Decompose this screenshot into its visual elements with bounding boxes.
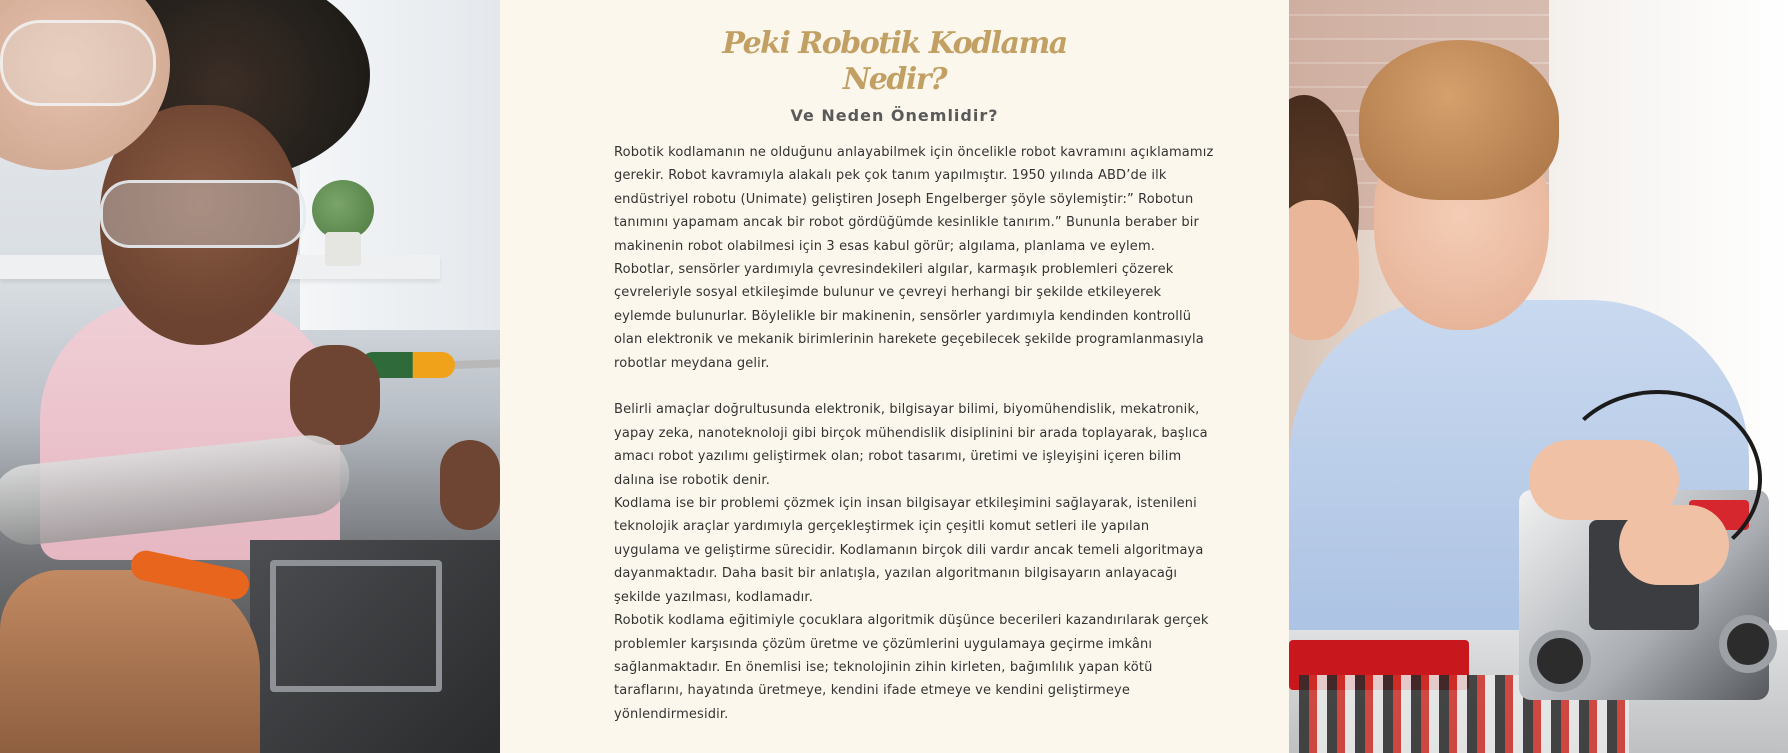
article-body bbox=[614, 141, 1214, 726]
paragraph-robot-definition: Robotik kodlamanın ne olduğunu anlayabilmek için öncelikle robot kavramını açıklamamız gerekir. Robot kavramıyla alakalı pek çok tanım yapılmıştır. 1950 yılında ABD’de ilk endüstriyel robotu (Unimate) geliştiren Joseph Engelberger şöyle söylemiştir:” Robotun tanımını yapamam ancak bir robot gördüğümde kesinlikle tanırım.” Bununla beraber bir makinenin robot olabilmesi için 3 esas kabul görür; algılama, planlama ve eylem. Robotlar, sensörler yardımıyla çevresindekileri algılar, karmaşık problemleri çözerek çevreleriyle sosyal etkileşimde bulunur ve çevreyi herhangi bir şekilde etkileyerek eylemde bulunurlar. Böylelikle bir makinenin, sensörler yardımıyla kendinden kontrollü olan elektronik ve mekanik birimlerinin harekete geçebilecek şekilde programlanmasıyla robotlar meydana gelir. bbox=[614, 145, 1214, 371]
title-line-1: Peki Robotik Kodlama bbox=[722, 26, 1067, 61]
left-photo-girl-with-goggles bbox=[0, 0, 500, 753]
page-subtitle: Ve Neden Önemlidir? bbox=[790, 106, 999, 125]
right-photo-boys-with-robot bbox=[1289, 0, 1788, 753]
paragraph-coding-definition: Kodlama ise bir problemi çözmek için insan bilgisayar etkileşimini sağlayarak, istenileni teknolojik araçlar yardımıyla gerçekleştirmek için çeşitli komut setleri ile yapılan uygulama ve geliştirme sürecidir. Kodlamanın birçok dili vardır ancak temeli algoritmaya dayanmaktadır. Daha basit bir anlatışla, yazılan algoritmanın bilgisayarın anlayacağı şekilde yazılması, kodlamadır. bbox=[614, 496, 1204, 605]
title-line-2: Nedir? bbox=[842, 62, 947, 97]
paragraph-robotic-coding-education: Robotik kodlama eğitimiyle çocuklara algoritmik düşünce becerileri kazandırılarak gerçek problemler karşısında çözüm üretme ve çözümlerini uygulamaya geçirme imkânı sağlanmaktadır. En önemlisi ise; teknolojinin zihin kirleten, bağımlılık yapan kötü taraflarını, hayatında üretmeye, kendini ifade etmeye ve kendini geliştirmeye yönlendirmesidir. bbox=[614, 613, 1209, 722]
page-title bbox=[500, 26, 1289, 98]
paragraph-robotics-definition: Belirli amaçlar doğrultusunda elektronik, bilgisayar bilimi, biyomühendislik, mekatronik, yapay zeka, nanoteknoloji gibi birçok mühendislik disiplinini bir arada toplayarak, başlıca amacı robot yazılımı geliştirmek olan; robot tasarımı, üretimi ve işleyişini içeren bilim dalına ise robotik denir. bbox=[614, 402, 1208, 488]
article-content bbox=[500, 0, 1289, 753]
